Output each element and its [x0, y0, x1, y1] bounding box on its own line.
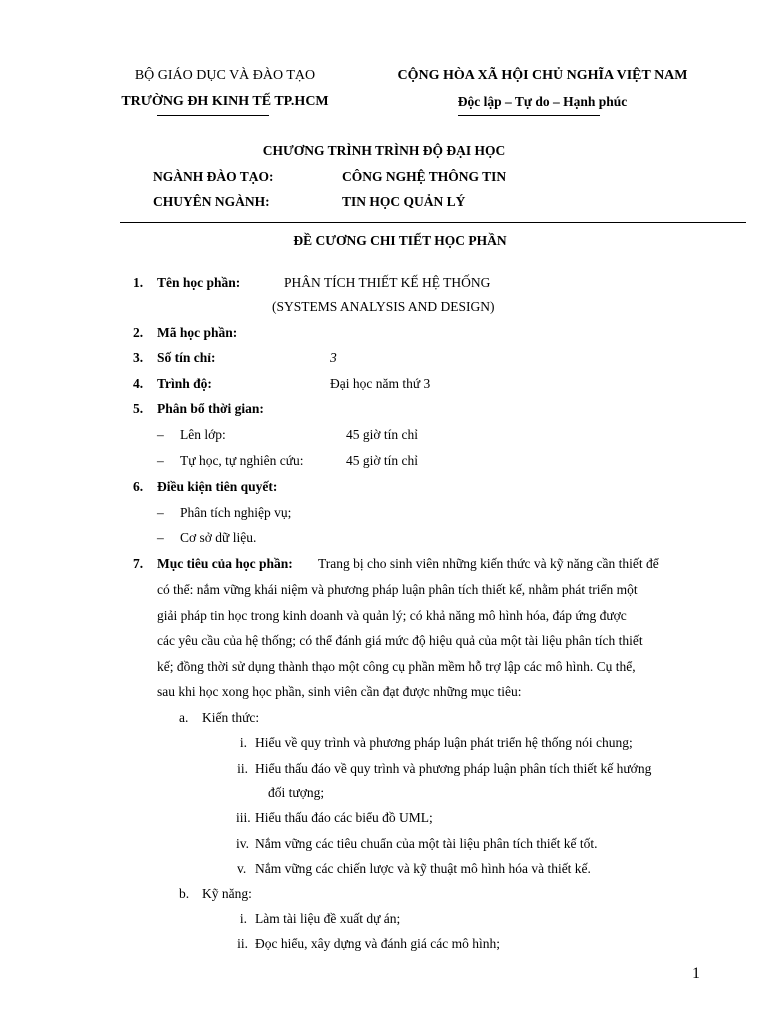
dash-bullet: –	[157, 505, 164, 520]
knowledge-item: Nắm vững các chiến lược và kỹ thuật mô hình hóa và thiết kế.	[255, 861, 591, 876]
republic-name: CỘNG HÒA XÃ HỘI CHỦ NGHĨA VIỆT NAM	[397, 68, 688, 83]
item-6-label: Điều kiện tiên quyết:	[157, 479, 278, 494]
knowledge-item: Hiểu về quy trình và phương pháp luận phát triển hệ thống nói chung;	[255, 735, 633, 750]
self-study-value: 45 giờ tín chỉ	[346, 453, 419, 468]
item-6-number: 6.	[133, 479, 144, 494]
major-value: CÔNG NGHỆ THÔNG TIN	[342, 169, 507, 184]
national-motto: Độc lập – Tự do – Hạnh phúc	[457, 94, 628, 109]
dash-bullet: –	[157, 530, 164, 545]
skill-item: Đọc hiểu, xây dựng và đánh giá các mô hình;	[255, 936, 500, 951]
header-right-underline	[458, 115, 600, 116]
in-class-value: 45 giờ tín chỉ	[346, 427, 419, 442]
item-5-label: Phân bổ thời gian:	[157, 401, 264, 416]
item-7-label: Mục tiêu của học phần:	[157, 556, 293, 571]
objective-line: có thể: nắm vững khái niệm và phương pháp luận phân tích thiết kế, nhằm phát triển một	[157, 582, 638, 597]
course-name-en: (SYSTEMS ANALYSIS AND DESIGN)	[272, 299, 495, 314]
prerequisite-1: Phân tích nghiệp vụ;	[180, 505, 292, 520]
level-value: Đại học năm thứ 3	[330, 376, 431, 391]
sub-marker-b: b.	[179, 886, 190, 901]
item-4-label: Trình độ:	[157, 376, 212, 391]
knowledge-item: Nắm vững các tiêu chuẩn của một tài liệu phân tích thiết kế tốt.	[255, 836, 598, 851]
skills-label: Kỹ năng:	[202, 886, 252, 901]
knowledge-item-continuation: đối tượng;	[268, 785, 325, 800]
item-4-number: 4.	[133, 376, 144, 391]
sub-marker-a: a.	[179, 710, 189, 725]
roman-marker: i.	[239, 911, 247, 926]
roman-marker: i.	[239, 735, 247, 750]
objective-line: các yêu cầu của hệ thống; có thể đánh giá mức độ hiệu quả của một tài liệu phân tích thiết	[157, 633, 643, 648]
roman-marker: v.	[237, 861, 247, 876]
objective-line: sau khi học xong học phần, sinh viên cần đạt được những mục tiêu:	[157, 684, 522, 699]
objective-line: giải pháp tin học trong kinh doanh và quản lý; có khả năng mô hình hóa, đáp ứng được	[157, 608, 627, 623]
ministry-name: BỘ GIÁO DỤC VÀ ĐÀO TẠO	[134, 68, 316, 83]
objective-line: kế; đồng thời sử dụng thành thạo một công cụ phần mềm hỗ trợ lập các mô hình. Cụ thể,	[157, 659, 636, 674]
major-label: NGÀNH ĐÀO TẠO:	[153, 169, 274, 184]
section-divider	[120, 222, 746, 223]
in-class-label: Lên lớp:	[180, 427, 226, 442]
item-2-label: Mã học phần:	[157, 325, 238, 340]
specialty-value: TIN HỌC QUẢN LÝ	[342, 194, 466, 209]
item-5-number: 5.	[133, 401, 144, 416]
program-title: CHƯƠNG TRÌNH TRÌNH ĐỘ ĐẠI HỌC	[262, 143, 506, 158]
knowledge-item: Hiểu thấu đáo về quy trình và phương pháp luận phân tích thiết kế hướng	[255, 761, 652, 776]
item-1-number: 1.	[133, 275, 144, 290]
item-1-label: Tên học phần:	[157, 275, 241, 290]
specialty-label: CHUYÊN NGÀNH:	[153, 194, 270, 209]
item-7-number: 7.	[133, 556, 144, 571]
university-name: TRƯỜNG ĐH KINH TẾ TP.HCM	[121, 94, 329, 109]
credits-value: 3	[330, 350, 337, 365]
roman-marker: iv.	[236, 836, 249, 851]
dash-bullet: –	[157, 427, 164, 442]
item-2-number: 2.	[133, 325, 144, 340]
skill-item: Làm tài liệu đề xuất dự án;	[255, 911, 401, 926]
dash-bullet: –	[157, 453, 164, 468]
objective-line: Trang bị cho sinh viên những kiến thức và kỹ năng cần thiết để	[318, 556, 659, 571]
roman-marker: ii.	[237, 936, 248, 951]
course-name-vi: PHÂN TÍCH THIẾT KẾ HỆ THỐNG	[284, 275, 491, 290]
document-title: ĐỀ CƯƠNG CHI TIẾT HỌC PHẦN	[293, 233, 507, 248]
prerequisite-2: Cơ sở dữ liệu.	[180, 530, 257, 545]
item-3-number: 3.	[133, 350, 144, 365]
self-study-label: Tự học, tự nghiên cứu:	[180, 453, 304, 468]
roman-marker: iii.	[236, 810, 251, 825]
knowledge-item: Hiểu thấu đáo các biểu đồ UML;	[255, 810, 433, 825]
header-left-underline	[157, 115, 269, 116]
roman-marker: ii.	[237, 761, 248, 776]
page-number: 1	[692, 965, 700, 982]
item-3-label: Số tín chỉ:	[157, 350, 216, 365]
knowledge-label: Kiến thức:	[202, 710, 260, 725]
